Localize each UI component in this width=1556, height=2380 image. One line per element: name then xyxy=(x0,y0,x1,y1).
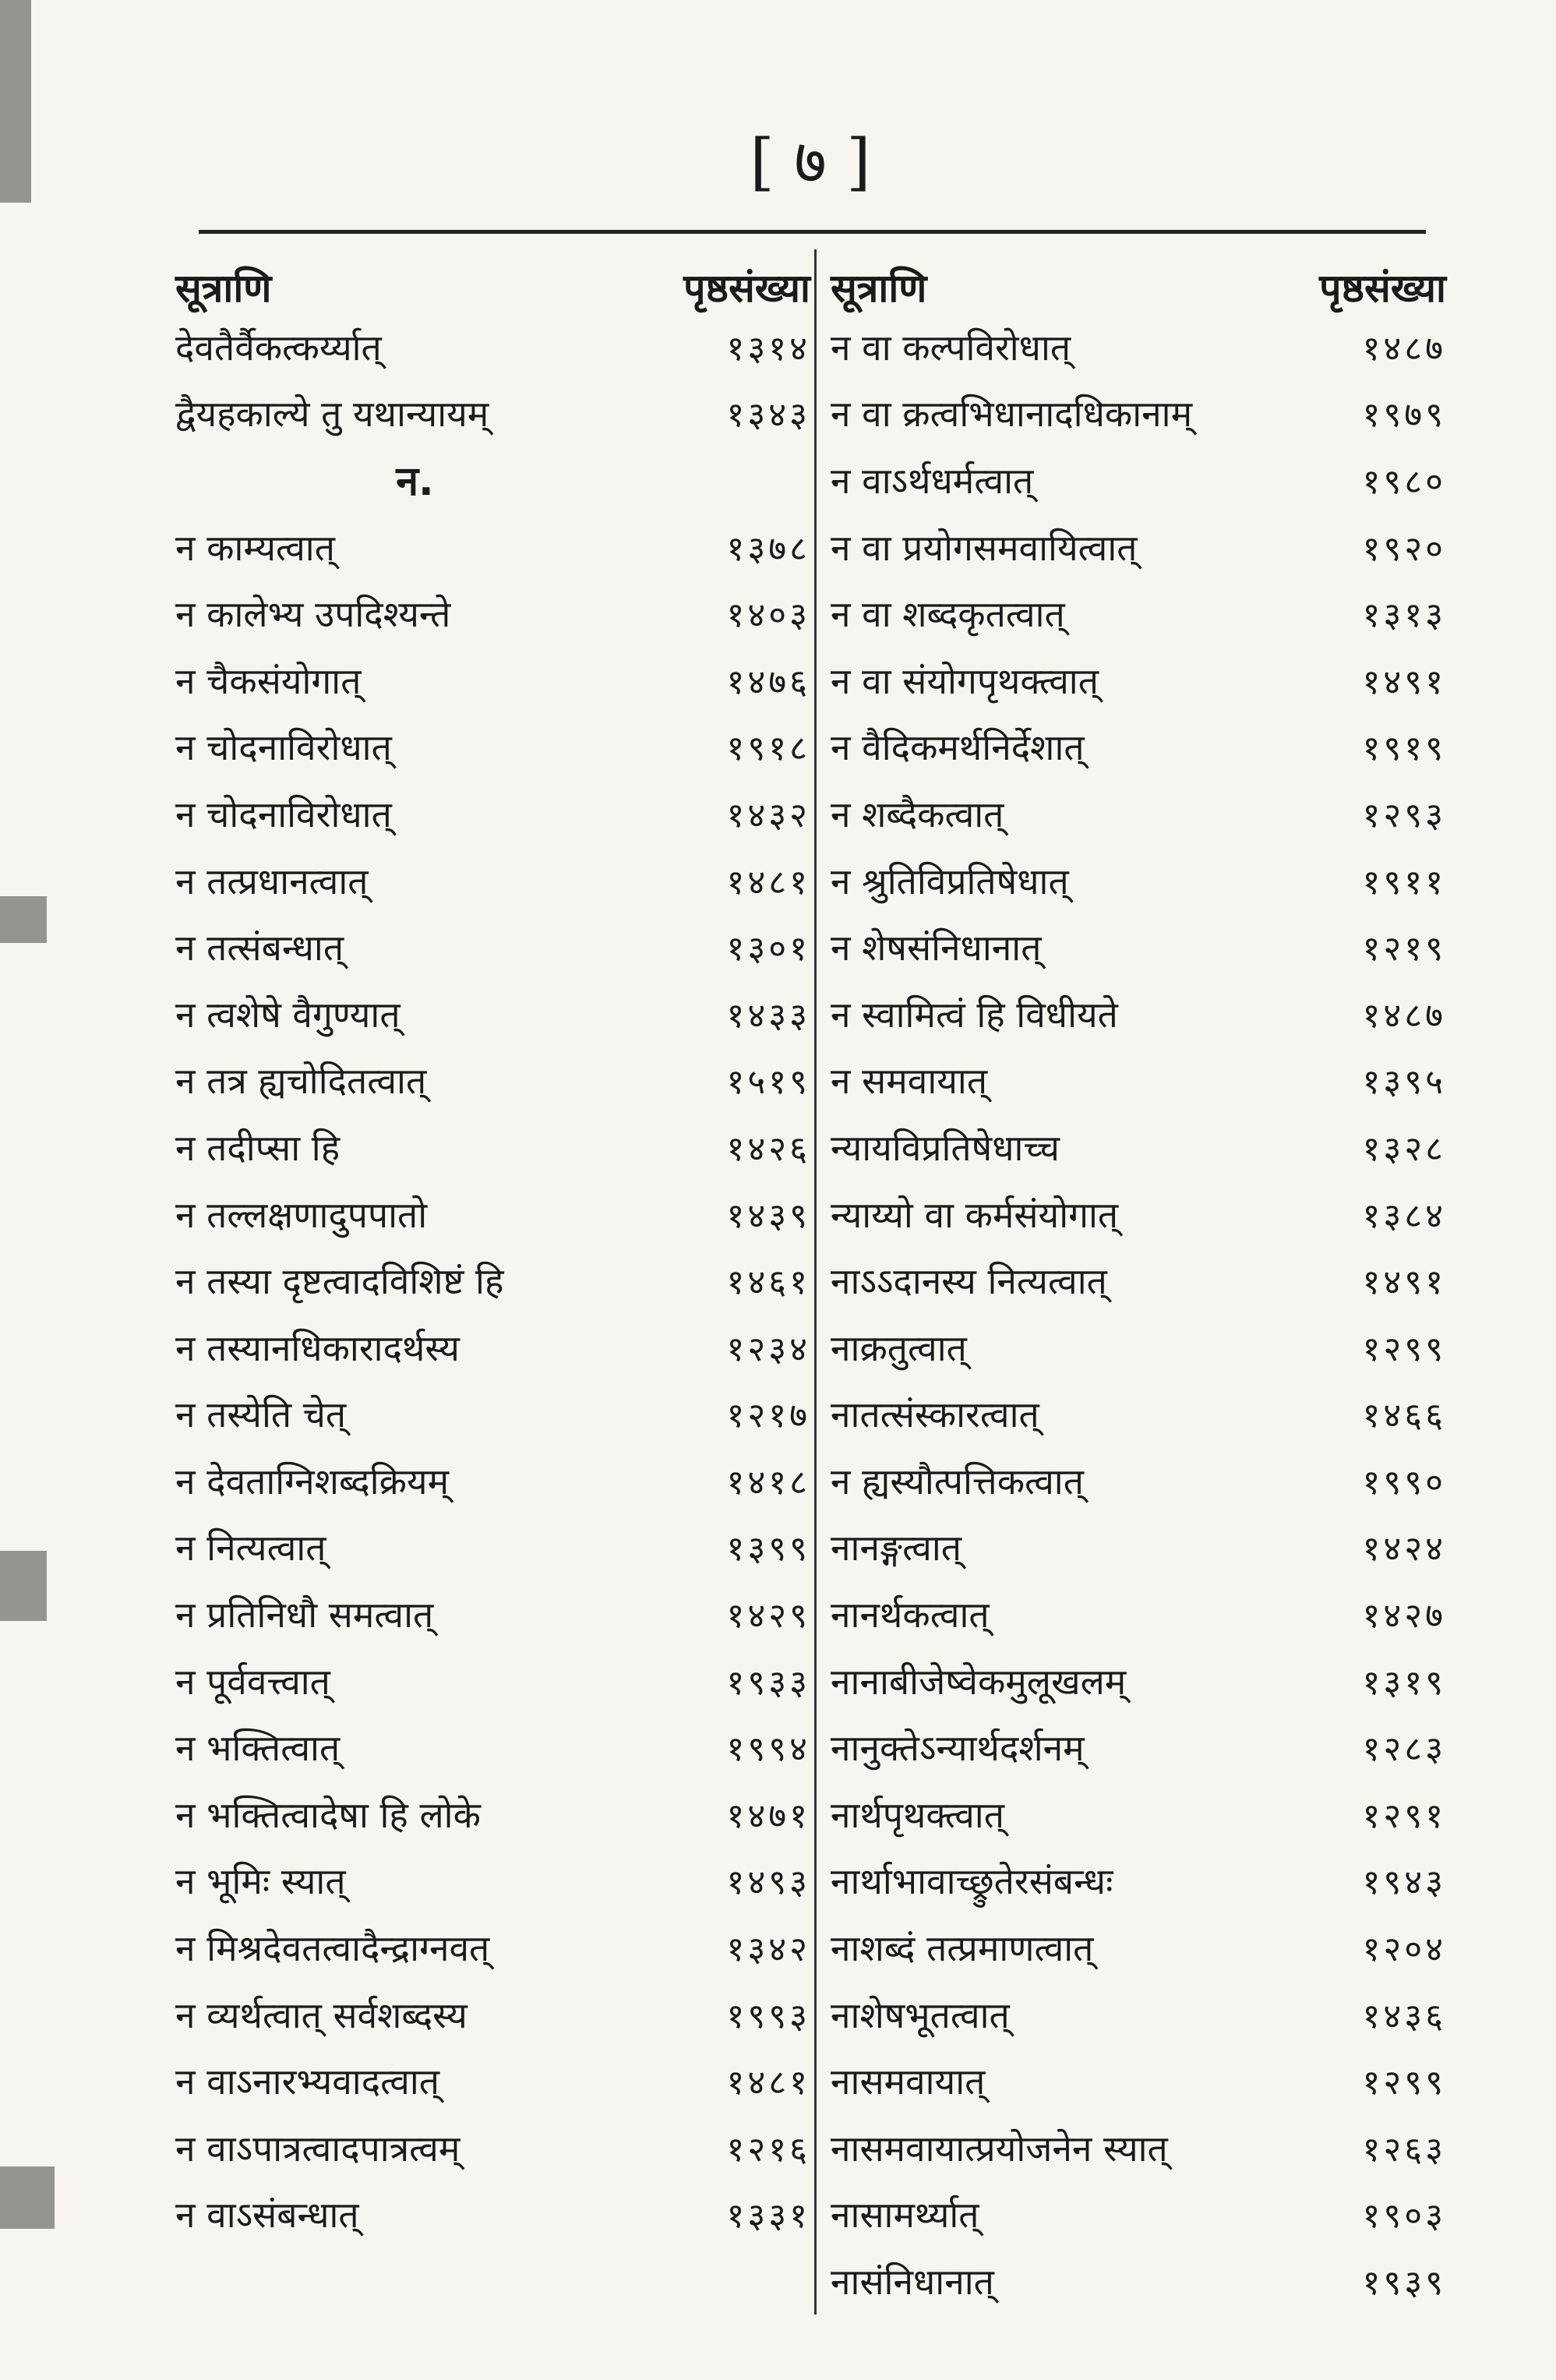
index-row xyxy=(831,847,1446,914)
left-column xyxy=(175,249,810,2248)
page-number-value: १४२६ xyxy=(726,1128,810,1169)
sutra-text: न वा कल्पविरोधात् xyxy=(831,326,1071,369)
sutra-text: न नित्यत्वात् xyxy=(175,1527,326,1570)
sutra-text: न तदीप्सा हि xyxy=(175,1126,340,1169)
sutra-text: नाशेषभूतत्वात् xyxy=(831,1993,1010,2036)
index-row xyxy=(831,1047,1446,1114)
index-row xyxy=(831,1114,1446,1181)
sutra-text: न तत्प्रधानत्वात् xyxy=(175,860,369,902)
sutra-text: नाऽऽदानस्य नित्यत्वात् xyxy=(831,1260,1107,1303)
page-number-value: १२९९ xyxy=(1362,2063,1446,2103)
index-row xyxy=(175,714,810,781)
page-number-value: १२१६ xyxy=(726,2129,810,2170)
index-row xyxy=(175,1848,810,1915)
index-row xyxy=(175,1981,810,2048)
sutra-text: न वा संयोगपृथक्त्वात् xyxy=(831,659,1099,702)
index-row xyxy=(831,1848,1446,1915)
index-row xyxy=(175,980,810,1047)
index-row xyxy=(831,780,1446,847)
page-number-value: १४३९ xyxy=(726,1195,810,1236)
index-row xyxy=(175,1714,810,1781)
index-row xyxy=(175,1114,810,1181)
sutrani-header: सूत्राणि xyxy=(831,266,927,311)
right-column xyxy=(814,249,1446,2315)
page-number-value: १४८१ xyxy=(726,862,810,902)
page-number-value: १९३९ xyxy=(1362,2263,1446,2304)
page-number-value: १९१८ xyxy=(726,729,810,769)
index-row xyxy=(175,580,810,647)
sutra-text: न्याय्यो वा कर्मसंयोगात् xyxy=(831,1193,1119,1236)
index-row xyxy=(831,2114,1446,2181)
page-number-value: १४८७ xyxy=(1362,995,1446,1036)
sutra-text: नासमवायात्प्रयोजनेन स्यात् xyxy=(831,2127,1168,2170)
page-edge-mark xyxy=(0,896,47,943)
page-number-value: १४३६ xyxy=(1362,1996,1446,2036)
index-row xyxy=(831,1781,1446,1848)
page-number-value: १३४३ xyxy=(726,395,810,436)
page-number-value: १९९० xyxy=(1362,1462,1446,1503)
page-number-value: १४२९ xyxy=(726,1596,810,1637)
sutra-text: न तस्येति चेत् xyxy=(175,1393,347,1436)
index-row xyxy=(175,1447,810,1514)
sutra-text: न भक्तित्वात् xyxy=(175,1727,340,1770)
page-number-value: १२९९ xyxy=(1362,1329,1446,1369)
column-header xyxy=(831,249,1446,313)
column-header xyxy=(175,249,810,313)
page-number-value: १९८० xyxy=(1362,461,1446,502)
sutra-text: नार्थाभावाच्छ्रुतेरसंबन्धः xyxy=(831,1860,1113,1903)
page-number-value: १९९४ xyxy=(726,1729,810,1770)
index-row xyxy=(831,1514,1446,1581)
index-row xyxy=(831,1247,1446,1314)
index-row xyxy=(175,1381,810,1448)
sutra-text: नानाबीजेष्वेकमुलूखलम् xyxy=(831,1660,1127,1703)
index-row xyxy=(175,1181,810,1248)
index-row xyxy=(175,1247,810,1314)
page-number-value: १३१४ xyxy=(726,328,810,369)
sutra-text: न ह्यस्यौत्पत्तिकत्वात् xyxy=(831,1460,1084,1503)
page-number-value: १९७९ xyxy=(1362,395,1446,436)
index-row xyxy=(175,2047,810,2114)
index-row xyxy=(831,2047,1446,2114)
page-edge-mark xyxy=(0,2166,55,2229)
sutra-text: नासमवायात् xyxy=(831,2060,986,2103)
letter-heading: न. xyxy=(396,458,434,506)
sutra-text: न वा शब्दकृतत्वात् xyxy=(831,593,1065,636)
page-number-value: १९३३ xyxy=(726,1662,810,1703)
page-number-value: १९११ xyxy=(1362,862,1446,902)
page-number-value: १३९९ xyxy=(726,1529,810,1570)
index-row xyxy=(175,1647,810,1714)
index-row xyxy=(831,913,1446,980)
sutra-text: न चोदनाविरोधात् xyxy=(175,726,392,769)
index-row xyxy=(831,647,1446,714)
index-row xyxy=(175,647,810,714)
page-number-value: १४८१ xyxy=(726,2063,810,2103)
index-row xyxy=(175,2181,810,2248)
page-number-value: १४६६ xyxy=(1362,1396,1446,1436)
page-number-value: १४०३ xyxy=(726,595,810,636)
sutra-text: द्वैयहकाल्ये तु यथान्यायम् xyxy=(175,393,489,436)
page-edge-mark xyxy=(0,0,31,203)
sutra-text: न तस्या दृष्टत्वादविशिष्टं हि xyxy=(175,1260,504,1303)
sutra-text: न देवताग्निशब्दक्रियम् xyxy=(175,1460,450,1503)
page-number-value: १४६१ xyxy=(726,1262,810,1303)
sutra-text: न वैदिकमर्थनिर्देशात् xyxy=(831,726,1085,769)
sutra-text: न चोदनाविरोधात् xyxy=(175,793,392,835)
index-row xyxy=(175,1914,810,1981)
page-number-value: १४१८ xyxy=(726,1462,810,1503)
index-row xyxy=(175,514,810,581)
sutra-text: न भक्तित्वादेषा हि लोके xyxy=(175,1793,481,1836)
page-number-value: १९०३ xyxy=(1362,2196,1446,2237)
page-number: [ ७ ] xyxy=(750,125,871,198)
index-row xyxy=(831,1714,1446,1781)
index-row xyxy=(175,313,810,380)
page-number-value: १४७६ xyxy=(726,662,810,702)
sutra-text: न वा प्रयोगसमवायित्वात् xyxy=(831,526,1138,569)
index-row xyxy=(175,380,810,447)
index-row xyxy=(831,1181,1446,1248)
index-row xyxy=(175,1580,810,1647)
sutra-text: न शेषसंनिधानात् xyxy=(831,927,1042,969)
page-number-value: १३९५ xyxy=(1362,1062,1446,1103)
sutra-text: नातत्संस्कारत्वात् xyxy=(831,1393,1039,1436)
page-number-value: १४९३ xyxy=(726,1863,810,1903)
sutra-text: न वाऽपात्रत्वादपात्रत्वम् xyxy=(175,2127,460,2170)
sutra-text: नाशब्दं तत्प्रमाणत्वात् xyxy=(831,1927,1094,1970)
page-number-value: १२६३ xyxy=(1362,2129,1446,2170)
sutra-text: न वाऽसंबन्धात् xyxy=(175,2194,359,2237)
page-number-value: १३१३ xyxy=(1362,595,1446,636)
index-row xyxy=(175,1047,810,1114)
sutra-text: न तत्संबन्धात् xyxy=(175,927,344,969)
index-row xyxy=(831,1381,1446,1448)
page-number-value: १४९१ xyxy=(1362,662,1446,702)
page-number-value: १९९३ xyxy=(726,1996,810,2036)
page-number-value: १२८३ xyxy=(1362,1729,1446,1770)
page-number-value: १५१९ xyxy=(726,1062,810,1103)
header-rule xyxy=(199,230,1426,234)
sutra-text: न श्रुतिविप्रतिषेधात् xyxy=(831,860,1069,902)
sutra-text: न शब्दैकत्वात् xyxy=(831,793,1004,835)
index-row xyxy=(831,313,1446,380)
index-row xyxy=(831,514,1446,581)
sutra-text: न त्वशेषे वैगुण्यात् xyxy=(175,993,400,1036)
sutra-text: न समवायात् xyxy=(831,1060,988,1103)
page-number-value: १४३२ xyxy=(726,795,810,835)
page-number-value: १४३३ xyxy=(726,995,810,1036)
sutra-text: न कालेभ्य उपदिश्यन्ते xyxy=(175,593,451,636)
page-number-value: १३३१ xyxy=(726,2196,810,2237)
sutra-text: न पूर्ववत्त्वात् xyxy=(175,1660,330,1703)
sutra-text: न भूमिः स्यात् xyxy=(175,1860,346,1903)
index-row xyxy=(175,913,810,980)
page-number-value: १४७१ xyxy=(726,1796,810,1836)
index-row xyxy=(831,980,1446,1047)
index-row xyxy=(175,847,810,914)
sutra-text: नासंनिधानात् xyxy=(831,2261,994,2304)
index-row xyxy=(831,1647,1446,1714)
sutra-text: नानुक्तेऽन्यार्थदर्शनम् xyxy=(831,1727,1085,1770)
sutra-text: नानर्थकत्वात् xyxy=(831,1594,990,1637)
page-number-value: १४९१ xyxy=(1362,1262,1446,1303)
sutra-text: न वाऽर्थधर्मत्वात् xyxy=(831,459,1034,502)
sutrani-header: सूत्राणि xyxy=(175,266,272,311)
sutra-text: न तल्लक्षणादुपपातो xyxy=(175,1193,428,1236)
index-row xyxy=(831,580,1446,647)
page-number-value: १२१९ xyxy=(1362,929,1446,969)
page-number-value: १४२४ xyxy=(1362,1529,1446,1570)
page-number-value: १२९३ xyxy=(1362,795,1446,835)
index-row xyxy=(831,714,1446,781)
page-count-header: पृष्ठसंख्या xyxy=(1319,266,1446,311)
index-row xyxy=(831,1580,1446,1647)
sutra-text: नार्थपृथक्त्वात् xyxy=(831,1793,1004,1836)
sutra-text: न व्यर्थत्वात् सर्वशब्दस्य xyxy=(175,1993,468,2036)
index-row xyxy=(831,1981,1446,2048)
page-number-value: १९२० xyxy=(1362,528,1446,569)
sutra-text: नासामर्थ्यात् xyxy=(831,2194,979,2237)
sutra-text: न काम्यत्वात् xyxy=(175,526,335,569)
page-number-value: १३१९ xyxy=(1362,1662,1446,1703)
sutra-text: न तस्यानधिकारादर्थस्य xyxy=(175,1326,460,1369)
sutra-text: न स्वामित्वं हि विधीयते xyxy=(831,993,1118,1036)
page-number-value: १९१९ xyxy=(1362,729,1446,769)
page-number-value: १३८४ xyxy=(1362,1195,1446,1236)
sutra-text: न प्रतिनिधौ समत्वात् xyxy=(175,1594,434,1637)
page-number-value: १२०४ xyxy=(1362,1930,1446,1970)
page-edge-mark xyxy=(0,1551,47,1621)
index-row xyxy=(175,1314,810,1381)
index-row xyxy=(831,380,1446,447)
index-row xyxy=(175,2114,810,2181)
sutra-text: न वा क्रत्वभिधानादधिकानाम् xyxy=(831,393,1193,436)
index-row xyxy=(831,1914,1446,1981)
sutra-text: देवतैर्वैकत्कर्य्यात् xyxy=(175,326,382,369)
page-number-value: १३२८ xyxy=(1362,1128,1446,1169)
index-row xyxy=(831,2181,1446,2248)
page-number-value: १२९१ xyxy=(1362,1796,1446,1836)
sutra-text: न तत्र ह्यचोदितत्वात् xyxy=(175,1060,427,1103)
sutra-text: न चैकसंयोगात् xyxy=(175,659,362,702)
page-number-value: १९४३ xyxy=(1362,1863,1446,1903)
index-row xyxy=(175,780,810,847)
page-number-value: १३०१ xyxy=(726,929,810,969)
sutra-text: नानङ्गत्वात् xyxy=(831,1527,961,1570)
index-row xyxy=(175,1514,810,1581)
index-row xyxy=(831,2248,1446,2315)
page-number-value: १२१७ xyxy=(726,1396,810,1436)
sutra-text: नाक्रतुत्वात् xyxy=(831,1326,967,1369)
page-number-value: १४२७ xyxy=(1362,1596,1446,1637)
index-row xyxy=(831,1314,1446,1381)
page-number-value: १३७८ xyxy=(726,528,810,569)
index-row xyxy=(175,1781,810,1848)
sutra-text: न वाऽनारभ्यवादत्वात् xyxy=(175,2060,440,2103)
page-number-value: १४८७ xyxy=(1362,328,1446,369)
sutra-text: न मिश्रदेवतत्वादैन्द्राग्नवत् xyxy=(175,1927,490,1970)
page-number-value: १२३४ xyxy=(726,1329,810,1369)
index-row xyxy=(831,1447,1446,1514)
page-count-header: पृष्ठसंख्या xyxy=(683,266,810,311)
sutra-text: न्यायविप्रतिषेधाच्च xyxy=(831,1126,1060,1169)
page-number-value: १३४२ xyxy=(726,1930,810,1970)
index-row xyxy=(831,447,1446,514)
